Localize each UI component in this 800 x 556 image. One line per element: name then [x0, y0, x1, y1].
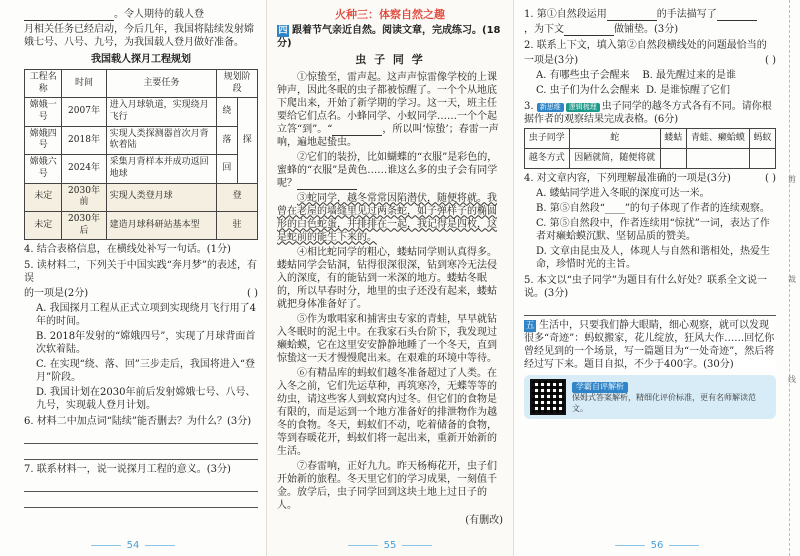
question-2-cont: 一项是(3分) ( ) [524, 55, 776, 66]
table-header: 工程名称 [25, 70, 62, 98]
side-mark: 裁 [788, 275, 796, 284]
question-2: 2. 联系上下文，填入第②自然段横线处的问题最恰当的 [524, 40, 767, 51]
side-mark: 线 [788, 375, 796, 384]
question-4: 4. 结合表格信息，在横线处补写一句话。(1分) [24, 244, 231, 256]
option-a: A. 我国探月工程从正式立项到实现绕月飞行用了4年的时间。 [36, 303, 256, 328]
question-7: 7. 联系材料一，说一说探月工程的意义。(3分) [24, 464, 231, 476]
essay-prompt: 五 生活中，只要我们静大眼睛，细心观察，就可以发现很多“奇迹”：蚂蚁搬家，花儿绽放，狂风大作……回忆你曾经见到的一个场景，写一篇题目为“一处奇迹”，然后将经过写下来。题目自拟，不少于400字。(30分) [524, 320, 775, 370]
stage-merged: 探 [237, 98, 257, 183]
intro-line-1: 。令人期待的载人登 [24, 8, 258, 21]
qr-description: 保姆式答案解析，精细化评价标准，更有名师解读范文。 [572, 393, 756, 413]
answer-paren[interactable]: ( ) [765, 55, 776, 66]
qr-title: 学霸自评解析 [572, 382, 628, 392]
q4-option-a: A. 蝼蛄同学进入冬眠的深度可达一米。 [536, 188, 710, 199]
paragraph-1: ①惊蛰至，雷声起。这声声惊雷像学校的上课钟声，因此冬眠的虫子都被惊醒了。一个个从地底下爬出来，开始了新学期的学习。这一天，班主任要给它们点名。小蜂同学、小蚁同学……一个个起立答“到”。“ ，所以叫‘惊蛰’；春雷一声响，遍地起蛰虫。 [277, 71, 499, 148]
page-number-middle: 55 [267, 539, 513, 552]
page-number-right: 56 [514, 539, 800, 552]
intro-line-2: 月相关任务已经启动，今后几年，我国将陆续发射嫦娥七号、八号、九号，为我国载人登月做好准备。 [24, 24, 254, 48]
table-row: 嫦娥一号 2007年 进入月球轨道，实现绕月飞行 绕 探 [25, 98, 258, 126]
paragraph-2: ②它们的装扮，比如蝴蝶的“衣服”是彩色的，蜜蜂的“衣服”是黄色……谁这么多的虫子会有同学呢？ [277, 151, 498, 189]
answer-paren[interactable]: ( ) [765, 173, 776, 184]
answer-line[interactable] [24, 430, 258, 444]
comparison-table: 虫子同学 蛇 蝼蛄 青蛙、癞蛤蟆 蚂蚁 越冬方式 因陋就简，随便将就 [524, 128, 776, 169]
table-header: 主要任务 [106, 70, 217, 98]
q4-option-b: B. 第⑤自然段“____”的句子体现了作者的连续观察。 [536, 203, 770, 214]
table-header: 时间 [62, 70, 106, 98]
question-5: 5. 本文以“虫子同学”为题目有什么好处？联系全文说一说。(3分) [524, 275, 767, 299]
table-row: 未定 2030年前 实现人类登月球 登 [25, 183, 258, 211]
paragraph-6: ⑥有精品库的蚂蚁们越冬准备超过了人类。在入冬之前，它们先运草种，再筑寒冷，无蝶等等的幼虫，请这些客人到蚁窝内过冬。但它们的食物是有限的，而是运到一个地方准备好的排泄物作为越冬的食物。冬天，蚂蚁们不动，吃着储备的食物，等到春暖花开，蚂蚁们将一起出来，重新开始新的生活。 [277, 367, 497, 457]
question-1: 1. 第①自然段运用 的手法描写了 [524, 8, 776, 21]
option-c: C. 在实现“绕、落、回”三步走后，我国将进入“登月”阶段。 [36, 359, 255, 384]
exercise-number: 四 [278, 26, 288, 37]
answer-line[interactable] [524, 302, 776, 316]
q4-option-c: C. 第⑤自然段中，作者连续用“惊扰”一词，表达了作者对癞蛤蟆沉默、坚韧品质的赞美。 [536, 218, 770, 242]
q4-option-d: D. 文章由昆虫及人，体现人与自然和谐相处，热爱生命，珍惜时光的主旨。 [536, 246, 771, 270]
answer-paren[interactable]: ( ) [247, 288, 258, 300]
q2-options: C. 虫子们为什么会醒来 D. 是谁惊醒了它们 [536, 85, 731, 96]
paragraph-3: ③蛇同学，越冬常常因陷潜伏，随便将就。我曾在老屋的墙缝里见过两条蛇，如子弹样子的椭圆形的白色蛇蛋，井排排在一起，我记得是四枚，这是蛇前的能生下来的。 [277, 192, 497, 243]
plan-table [24, 69, 258, 240]
option-d: D. 我国计划在2030年前后发射嫦娥七号、八号、九号，实现载人登月计划。 [36, 387, 256, 412]
qr-banner[interactable] [524, 375, 776, 419]
answer-cell[interactable] [660, 149, 686, 169]
table-row: 嫦娥六号 2024年 采集月背样本并成功返回地球 回 [25, 155, 258, 183]
source-note: (有删改) [465, 514, 503, 526]
page-number-left: 54 [0, 539, 266, 552]
answer-cell[interactable] [686, 149, 749, 169]
exercise-heading: 四 跟着节气亲近自然。阅读文章，完成练习。(18分) [277, 25, 501, 50]
answer-line[interactable] [24, 478, 258, 492]
paragraph-4: ④相比蛇同学的粗心，蝼蛄同学则认真得多。蝼蛄同学会钻洞，钻得很深很深，钻到寒冷无法侵入的深度，有的能钻到一米深的地方。蝼蛄冬眠的，所以早春时分，地里的虫子还没有起来，蝼蛄就把身体准备好了。 [277, 246, 497, 310]
question-6: 6. 材料二中加点词“陆续”能否删去？为什么？(3分) [24, 416, 252, 428]
table-row: 嫦娥四号 2018年 实现人类探测器首次月背软着陆 落 [25, 126, 258, 154]
q2-options: A. 有哪些虫子会醒来 B. 最先醒过来的是谁 [536, 70, 737, 81]
qr-code-icon[interactable] [530, 379, 566, 415]
page-left [0, 0, 266, 556]
question-1-cont: ，为下文 做铺垫。(3分) [524, 24, 679, 35]
answer-line[interactable] [24, 446, 258, 460]
question-3: 3. 新思维 逻辑梳理 虫子同学的越冬方式各有不同。请你根据作者的观察结果完成表格。(6分) [524, 101, 772, 125]
article-title: 虫 子 同 学 [355, 53, 425, 67]
page-right [514, 0, 800, 556]
answer-line[interactable] [24, 494, 258, 508]
answer-cell[interactable] [750, 149, 776, 169]
table-row: 未定 2030年后 建造月球科研站基本型 驻 [25, 211, 258, 239]
page-middle [266, 0, 514, 556]
question-5: 5. 读材料二，下列关于中国实践“奔月梦”的表述，有误 [24, 260, 257, 285]
section-title: 火种三：体察自然之趣 [335, 8, 445, 21]
paragraph-5: ⑤作为歌唱家和捕害虫专家的青蛙，早早就钻入冬眠时的泥土中。在我家石头台阶下，我发现过癞蛤蟆，它在这里安安静静地睡了一个冬天，直到惊蛰这一天才慢慢爬出来。在艰难的环境中等待。 [277, 313, 497, 364]
paragraph-7: ⑦春雷响，正好九九。昨天杨梅花开，虫子们开始新的旅程。冬天里它们的学习成果，一刻值千金。放学后，虫子同学回到这块土地上过日子的人。 [277, 460, 497, 511]
option-b: B. 2018年发射的“嫦娥四号”，实现了月球背面首次软着陆。 [36, 331, 256, 356]
side-mark: 剪 [788, 175, 796, 184]
question-5-cont: 的一项是(2分) ( ) [24, 288, 258, 300]
question-4: 4. 对文章内容，下列理解最准确的一项是(3分) ( ) [524, 173, 776, 184]
table-title: 我国载人探月工程规划 [91, 54, 191, 65]
table-header: 规划阶段 [217, 70, 258, 98]
